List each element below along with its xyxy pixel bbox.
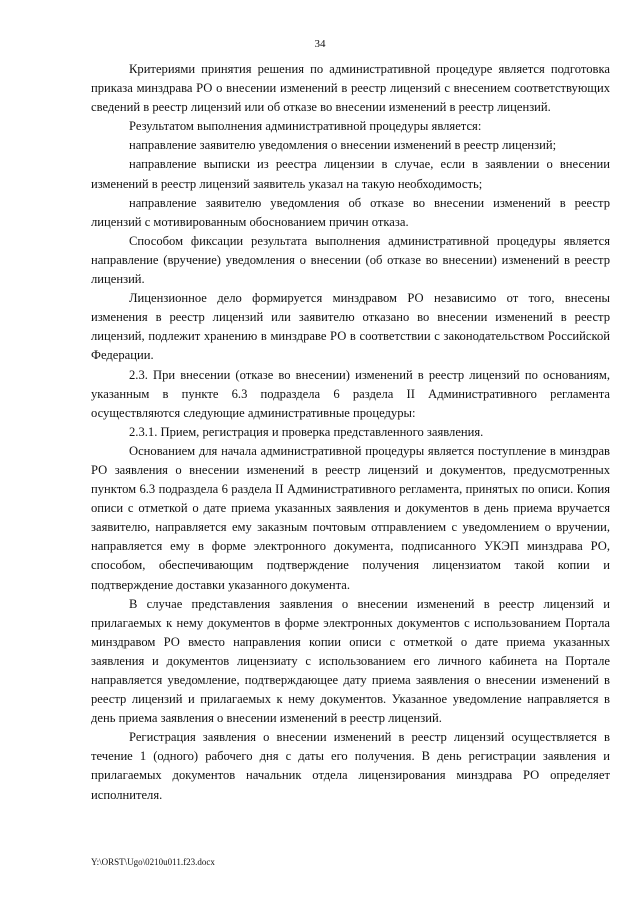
paragraph: направление выписки из реестра лицензии в случае, если в заявлении о внесении изменений в реестр лицензий заявитель указал на такую необходимость; (91, 157, 610, 191)
paragraph: 2.3.1. Прием, регистрация и проверка представленного заявления. (129, 424, 484, 439)
paragraph: Результатом выполнения административной процедуры является: (129, 119, 482, 134)
page-number: 34 (314, 38, 326, 50)
paragraph: Способом фиксации результата выполнения административной процедуры является направление (вручение) уведомления о внесении (об отказе во внесении) изменений в реестр лицензий. (91, 233, 610, 287)
paragraph: направление заявителю уведомления об отказе во внесении изменений в реестр лицензий с мотивированным обоснованием причин отказа. (91, 195, 610, 229)
file-path-footer: Y:\ORST\Ugo\0210u011.f23.docx (91, 857, 215, 867)
paragraph: Критериями принятия решения по административной процедуре является подготовка приказа минздрава РО о внесении изменений в реестр лицензий с внесением соответствующих сведений в реестр лицензий или об отказе во внесении изменений в реестр лицензий. (91, 62, 610, 115)
paragraph: Основанием для начала административной процедуры является поступление в минздрав РО заявления о внесении изменений в реестр лицензий и документов, предусмотренных пунктом 6.3 подраздела 6 раздела II Административного регламента, принятых по описи. Копия описи с отметкой о дате приема указанных заявления и документов в день приема вручается заявителю, направляется ему заказным почтовым отправлением с уведомлением о вручении, направляется ему в форме электронного документа, подписанного УКЭП минздрава РО, способом, обеспечивающим подтверждение получения лицензиатом такой копии и подтверждение доставки указанного документа. (91, 443, 610, 592)
paragraph: В случае представления заявления о внесении изменений в реестр лицензий и прилагаемых к нему документов в форме электронных документов с использованием Портала минздравом РО вместо направления копии описи с отметкой о дате приема указанных заявления и документов лицензиату с использованием его личного кабинета на Портале направляется уведомление, подтверждающее дату приема заявления о внесении изменений в реестр лицензий и прилагаемых к нему документов. Указанное уведомление направляется в день приема заявления о внесении изменений в реестр лицензий. (91, 596, 610, 726)
paragraph: Регистрация заявления о внесении изменений в реестр лицензий осуществляется в течение 1 (одного) рабочего дня с даты его получения. В день регистрации заявления и прилагаемых документов начальник отдела лицензирования минздрава РО определяет исполнителя. (91, 730, 610, 802)
paragraph: 2.3. При внесении (отказе во внесении) изменений в реестр лицензий по основаниям, указанным в пункте 6.3 подраздела 6 раздела II Административного регламента осуществляются следующие административные процедуры: (91, 367, 610, 420)
paragraph: направление заявителю уведомления о внесении изменений в реестр лицензий; (129, 138, 557, 153)
document-body (91, 60, 610, 805)
paragraph: Лицензионное дело формируется минздравом РО независимо от того, внесены изменения в реестр лицензий или заявителю отказано во внесении изменений в реестр лицензий, подлежит хранению в минздраве РО в соответствии с законодательством Российской Федерации. (91, 291, 610, 363)
